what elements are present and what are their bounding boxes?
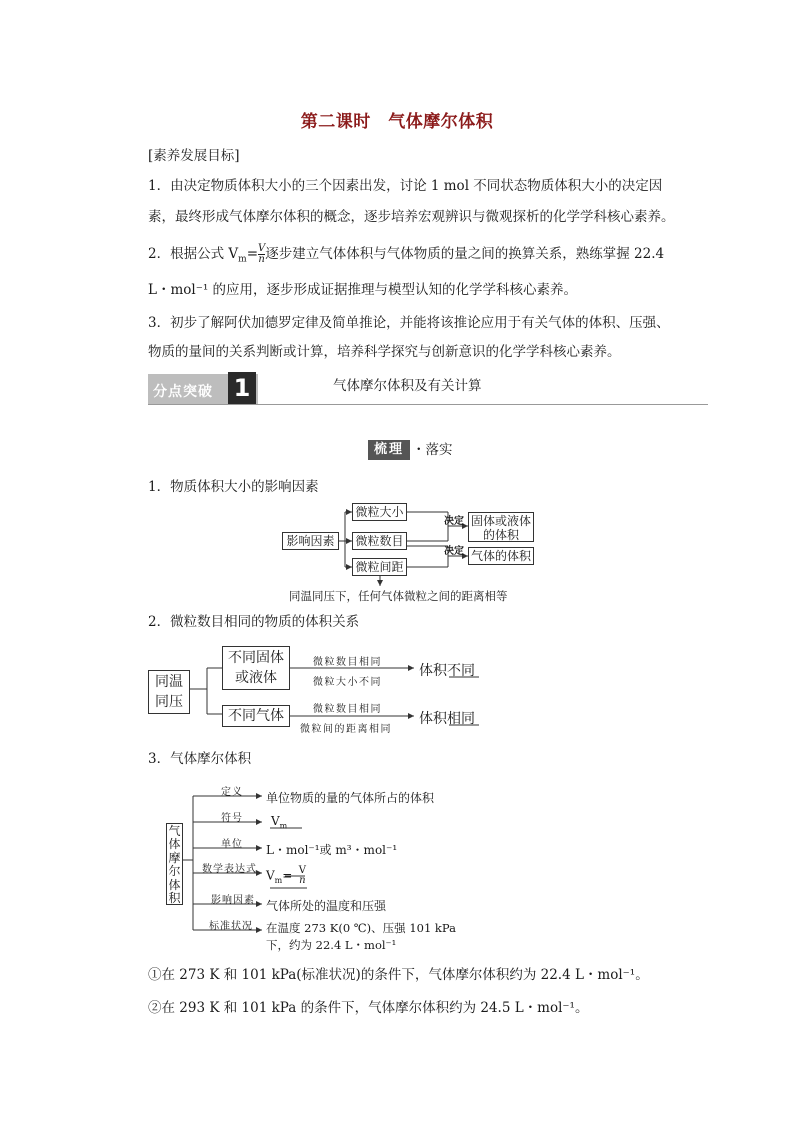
note-standard-condition: ①在 273 K 和 101 kPa(标准状况)的条件下，气体摩尔体积约为 22.4 L・mol⁻¹。 (148, 967, 649, 983)
result-gas-volume: 气体的体积 (468, 547, 534, 565)
volume-different: 体积不同 (419, 663, 475, 679)
decide-label-1: 决定 (444, 516, 464, 527)
top-label-different-size: 微粒大小不同 (313, 677, 382, 688)
volume-same: 体积相同 (419, 711, 475, 727)
value-symbol: $V_m$ (271, 814, 288, 831)
section-title: 气体摩尔体积及有关计算 (333, 378, 482, 394)
label-unit: 单位 (221, 839, 243, 850)
section-banner-number: 1 (228, 372, 256, 404)
goal-3-line-2: 物质的量间的关系判断或计算，培养科学探究与创新意识的化学学科核心素养。 (148, 344, 621, 360)
factor-particle-number: 微粒数目 (352, 532, 407, 550)
item-2-heading: 2．微粒数目相同的物质的体积关系 (148, 614, 360, 630)
value-standard-line-2: 下，约为 22.4 L・mol⁻¹ (266, 938, 397, 952)
section-banner-label: 分点突破 (153, 384, 213, 400)
subhead-rest: ・落实 (412, 442, 453, 458)
goals-heading: [素养发展目标] (148, 148, 240, 164)
label-factors: 影响因素 (211, 895, 255, 906)
goal-1-line-1: 1．由决定物质体积大小的三个因素出发，讨论 1 mol 不同状态物质体积大小的决定因 (148, 178, 663, 194)
molar-volume-root-box: 气 体 摩 尔 体 积 (166, 823, 183, 905)
same-temp-pressure-box: 同温 同压 (148, 670, 190, 714)
note-293k: ②在 293 K 和 101 kPa 的条件下，气体摩尔体积约为 24.5 L・mol⁻¹。 (148, 1000, 589, 1016)
bottom-label-same-number: 微粒数目相同 (313, 704, 382, 715)
value-unit: L・mol⁻¹或 m³・mol⁻¹ (266, 843, 398, 857)
goal-3-line-1: 3．初步了解阿伏加德罗定律及简单推论，并能将该推论应用于有关气体的体积、压强、 (148, 315, 670, 331)
value-expression: $V_m=$ V n (266, 865, 306, 886)
bottom-label-same-distance: 微粒间的距离相同 (300, 724, 392, 735)
factor-particle-size: 微粒大小 (352, 503, 407, 521)
value-standard-line-1: 在温度 273 K(0 ℃)、压强 101 kPa (266, 921, 456, 935)
factor-particle-distance: 微粒间距 (352, 558, 407, 576)
subhead-box: 梳理 (368, 440, 410, 460)
factor-root-box: 影响因素 (282, 532, 339, 550)
label-definition: 定义 (221, 787, 243, 798)
label-symbol: 符号 (221, 813, 243, 824)
item-3-heading: 3．气体摩尔体积 (148, 751, 252, 767)
decide-label-2: 决定 (444, 546, 464, 557)
top-label-same-number: 微粒数目相同 (313, 657, 382, 668)
label-standard-condition: 标准状况 (209, 921, 253, 932)
goal-1-line-2: 素，最终形成气体摩尔体积的概念，逐步培养宏观辨识与微观探析的化学学科核心素养。 (148, 209, 675, 225)
label-expression: 数学表达式 (202, 864, 257, 875)
page-title: 第二课时 气体摩尔体积 (300, 112, 494, 132)
value-definition: 单位物质的量的气体所占的体积 (266, 791, 435, 805)
different-solid-liquid-box: 不同固体 或液体 (222, 646, 290, 690)
item-1-heading: 1．物质体积大小的影响因素 (148, 479, 319, 495)
goal-2-line-2: L・mol⁻¹ 的应用，逐步形成证据推理与模型认知的化学学科核心素养。 (148, 282, 578, 298)
distance-note: 同温同压下，任何气体微粒之间的距离相等 (289, 589, 508, 603)
different-gas-box: 不同气体 (222, 705, 290, 727)
value-factors: 气体所处的温度和压强 (266, 899, 387, 913)
formula-fraction: $\frac{V}{n}$ (258, 243, 266, 265)
result-solid-liquid-volume: 固体或液体 的体积 (468, 512, 534, 542)
goal-2-line-1: 2．根据公式 $V_m=$ $\frac{V}{n}$ 逐步建立气体体积与气体物质的量之间的换算关系，熟练掌握 22.4 (148, 243, 665, 265)
